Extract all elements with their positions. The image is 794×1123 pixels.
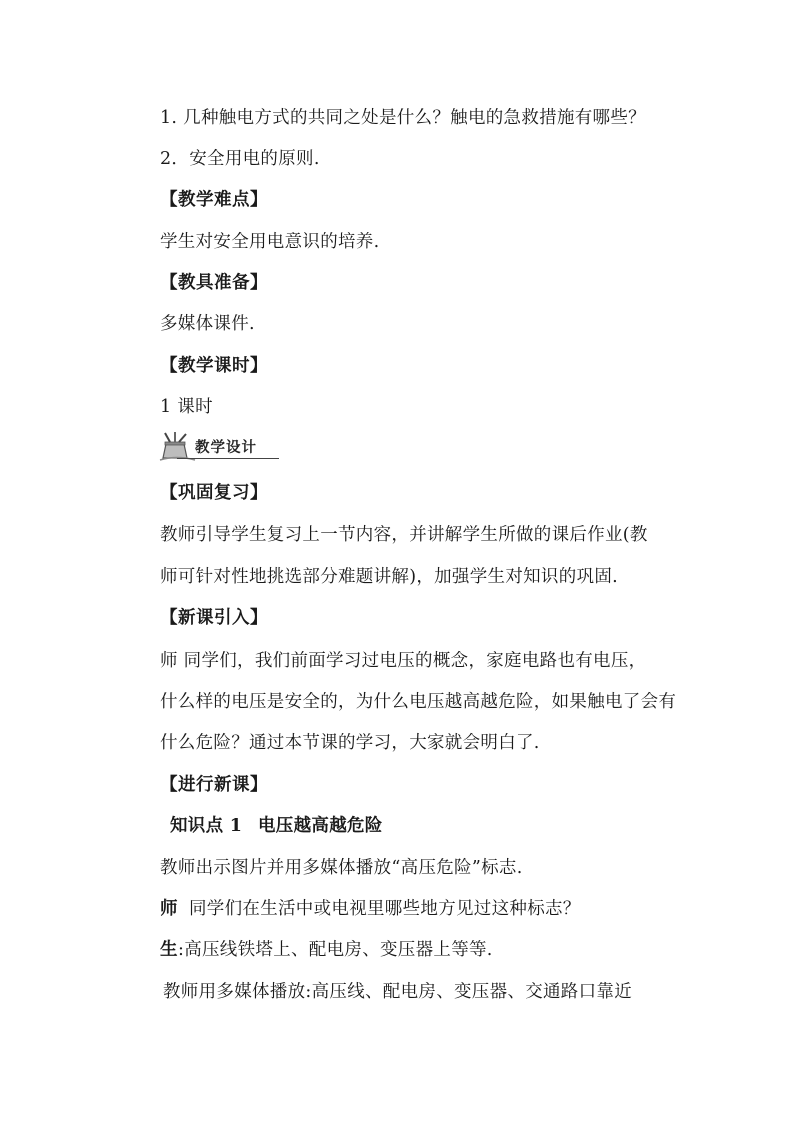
heading-new-lesson: 【进行新课】: [160, 775, 268, 795]
teaching-tools-text: 多媒体课件.: [160, 314, 255, 334]
review-paragraph-line-2: 师可针对性地挑选部分难题讲解)，加强学生对知识的巩固.: [160, 567, 618, 587]
heading-teaching-period: 【教学课时】: [160, 356, 268, 376]
heading-teaching-difficulty: 【教学难点】: [160, 190, 268, 210]
teacher-speaker-label: 师: [160, 899, 178, 919]
teacher-question: 同学们在生活中或电视里哪些地方见过这种标志？: [189, 899, 581, 919]
banner-underline: [177, 458, 279, 459]
heading-new-lesson-intro: 【新课引入】: [160, 608, 268, 628]
intro-paragraph-line-2: 什么样的电压是安全的，为什么电压越高越危险，如果触电了会有: [160, 692, 677, 712]
teacher-media-line: 教师用多媒体播放:高压线、配电房、变压器、交通路口靠近: [163, 982, 632, 1002]
intro-paragraph-line-3: 什么危险？通过本节课的学习，大家就会明白了.: [160, 733, 540, 753]
key-point-question-2: 2．安全用电的原则.: [160, 149, 320, 169]
student-speaker-label: 生: [160, 940, 178, 960]
teaching-difficulty-text: 学生对安全用电意识的培养.: [160, 232, 380, 252]
heading-teaching-tools: 【教具准备】: [160, 273, 268, 293]
teaching-period-text: 1 课时: [160, 397, 213, 417]
teaching-design-banner: [157, 432, 279, 464]
review-paragraph-line-1: 教师引导学生复习上一节内容，并讲解学生所做的课后作业(教: [160, 525, 648, 545]
student-answer: :高压线铁塔上、配电房、变压器上等等.: [178, 940, 493, 960]
intro-paragraph-line-1: 师 同学们，我们前面学习过电压的概念，家庭电路也有电压，: [160, 651, 647, 671]
heading-review: 【巩固复习】: [160, 483, 268, 503]
knowledge-point-title: 电压越高越危险: [258, 816, 383, 836]
knowledge-point-label: 知识点 1: [170, 816, 243, 836]
key-point-question-1: 1. 几种触电方式的共同之处是什么？触电的急救措施有哪些？: [160, 108, 646, 128]
teacher-show-text: 教师出示图片并用多媒体播放“高压危险”标志.: [160, 858, 523, 878]
banner-label: 教学设计: [195, 440, 257, 456]
